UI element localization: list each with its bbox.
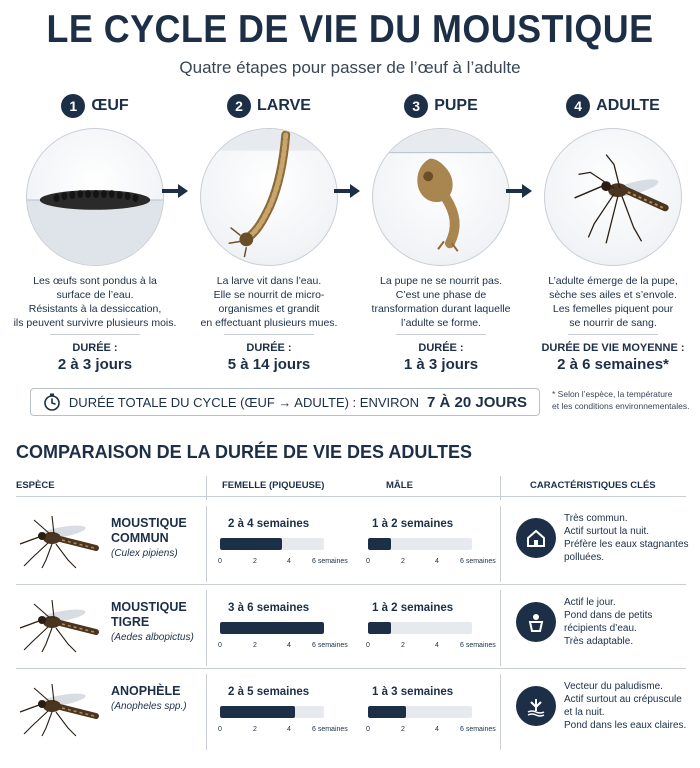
tick-label: 6 semaines (312, 558, 348, 565)
male-bar-track (368, 706, 472, 718)
arrow-right-icon (506, 183, 532, 199)
female-duration-label: 2 à 5 semaines (228, 686, 310, 698)
adult-mosquito-icon (544, 128, 682, 266)
header-female: FEMELLE (PIQUEUSE) (222, 480, 325, 491)
tick-label: 4 (435, 558, 439, 565)
column-divider (206, 476, 207, 500)
species-latin: (Culex pipiens) (111, 548, 178, 559)
column-divider (500, 590, 501, 666)
table-row (0, 670, 700, 754)
header-divider (16, 496, 686, 497)
male-duration-label: 1 à 3 semaines (372, 686, 454, 698)
table-row (0, 586, 700, 670)
male-bar (368, 706, 406, 718)
tick-label: 0 (218, 558, 222, 565)
stage-name: LARVE (257, 97, 311, 114)
feature-text: Vecteur du paludisme. Actif surtout au crépuscule et la nuit. Pond dans les eaux claires. (564, 681, 687, 731)
mosquito-icon (16, 676, 108, 738)
column-divider (500, 674, 501, 750)
female-bar-track (220, 706, 324, 718)
species-latin: (Aedes albopictus) (111, 632, 194, 643)
comparison-title: COMPARAISON DE LA DURÉE DE VIE DES ADULTES (16, 442, 473, 462)
tick-label: 4 (287, 726, 291, 733)
tick-label: 2 (401, 642, 405, 649)
stage-pupa (356, 92, 526, 373)
total-cycle-box (30, 388, 540, 416)
total-cycle-value: 7 À 20 JOURS (427, 393, 528, 411)
divider (50, 334, 140, 335)
total-cycle-text: DURÉE TOTALE DU CYCLE (ŒUF → ADULTE) : ENVIRON (68, 394, 420, 410)
column-divider (206, 590, 207, 666)
stage-name: ŒUF (91, 97, 129, 114)
house-icon (516, 518, 556, 558)
table-row (0, 502, 700, 586)
egg-raft-icon (26, 128, 164, 266)
stage-larva (184, 92, 354, 373)
arrow-right-icon (162, 183, 188, 199)
page-subtitle: Quatre étapes pour passer de l’œuf à l’adulte (179, 58, 521, 77)
pupa-icon (372, 128, 510, 266)
duration-label: DURÉE DE VIE MOYENNE : (541, 342, 685, 354)
tick-label: 6 semaines (460, 558, 496, 565)
stage-name: PUPE (434, 97, 478, 114)
species-name: MOUSTIQUE TIGRE (111, 600, 187, 629)
tick-label: 6 semaines (312, 642, 348, 649)
header-species: ESPÈCE (16, 480, 55, 491)
column-divider (206, 506, 207, 582)
female-bar (220, 622, 324, 634)
male-bar (368, 538, 391, 550)
tick-label: 2 (253, 642, 257, 649)
tick-label: 2 (253, 726, 257, 733)
female-bar-track (220, 538, 324, 550)
larva-icon (200, 128, 338, 266)
tick-label: 6 semaines (460, 642, 496, 649)
divider (568, 334, 658, 335)
stage-description: La pupe ne se nourrit pas. C’est une phase de transformation durant laquelle l’adulte se forme. (371, 275, 511, 329)
header-male: MÂLE (386, 480, 413, 491)
feature-text: Très commun. Actif surtout la nuit. Préfère les eaux stagnantes polluées. (564, 513, 689, 563)
column-divider (206, 674, 207, 750)
column-divider (500, 506, 501, 582)
tick-label: 6 semaines (312, 726, 348, 733)
tick-label: 4 (435, 642, 439, 649)
duration-value: 2 à 3 jours (57, 356, 133, 373)
row-divider (16, 584, 686, 585)
species-name: ANOPHÈLE (111, 684, 181, 698)
male-bar-track (368, 622, 472, 634)
stage-number: 2 (227, 94, 251, 118)
duration-label: DURÉE : (418, 342, 464, 354)
species-name: MOUSTIQUE COMMUN (111, 516, 187, 545)
footnote: * Selon l’espèce, la température et les conditions environnementales. (552, 389, 690, 411)
tick-label: 4 (287, 642, 291, 649)
flower-pot-icon (516, 602, 556, 642)
male-duration-label: 1 à 2 semaines (372, 518, 454, 530)
male-duration-label: 1 à 2 semaines (372, 602, 454, 614)
stage-egg (10, 92, 180, 373)
stage-number: 4 (566, 94, 590, 118)
arrow-right-icon (334, 183, 360, 199)
male-bar-track (368, 538, 472, 550)
tick-label: 6 semaines (460, 726, 496, 733)
tick-label: 2 (401, 726, 405, 733)
stopwatch-icon (43, 393, 61, 411)
tick-label: 0 (218, 642, 222, 649)
male-bar (368, 622, 391, 634)
stage-description: La larve vit dans l’eau. Elle se nourrit de micro- organismes et grandit en effectuant plusieurs mues. (200, 275, 338, 329)
stage-description: L’adulte émerge de la pupe, sèche ses ailes et s’envole. Les femelles piquent pour se nourrir de sang. (548, 275, 678, 329)
tick-label: 0 (366, 726, 370, 733)
stage-description: Les œufs sont pondus à la surface de l’eau. Résistants à la dessiccation, ils peuvent survivre plusieurs mois. (13, 275, 177, 329)
duration-value: 5 à 14 jours (227, 356, 311, 373)
stage-number: 1 (61, 94, 85, 118)
species-latin: (Anopheles spp.) (111, 701, 187, 712)
duration-label: DURÉE : (246, 342, 292, 354)
divider (224, 334, 314, 335)
duration-value: 1 à 3 jours (403, 356, 479, 373)
stage-name: ADULTE (596, 97, 660, 114)
mosquito-icon (16, 508, 108, 570)
header-features: CARACTÉRISTIQUES CLÉS (530, 480, 656, 491)
tick-label: 0 (218, 726, 222, 733)
marsh-plant-icon (516, 686, 556, 726)
female-bar (220, 706, 295, 718)
female-duration-label: 3 à 6 semaines (228, 602, 310, 614)
feature-text: Actif le jour. Pond dans de petits récipients d’eau. Très adaptable. (564, 597, 653, 647)
tick-label: 4 (287, 558, 291, 565)
tick-label: 0 (366, 642, 370, 649)
tick-label: 4 (435, 726, 439, 733)
page-title: LE CYCLE DE VIE DU MOUSTIQUE (46, 8, 654, 51)
tick-label: 2 (253, 558, 257, 565)
duration-label: DURÉE : (72, 342, 118, 354)
mosquito-icon (16, 592, 108, 654)
female-bar (220, 538, 282, 550)
female-duration-label: 2 à 4 semaines (228, 518, 310, 530)
stage-number: 3 (404, 94, 428, 118)
tick-label: 2 (401, 558, 405, 565)
stage-adult (528, 92, 698, 373)
divider (396, 334, 486, 335)
row-divider (16, 668, 686, 669)
column-divider (500, 476, 501, 500)
duration-value: 2 à 6 semaines* (557, 356, 669, 373)
tick-label: 0 (366, 558, 370, 565)
female-bar-track (220, 622, 324, 634)
